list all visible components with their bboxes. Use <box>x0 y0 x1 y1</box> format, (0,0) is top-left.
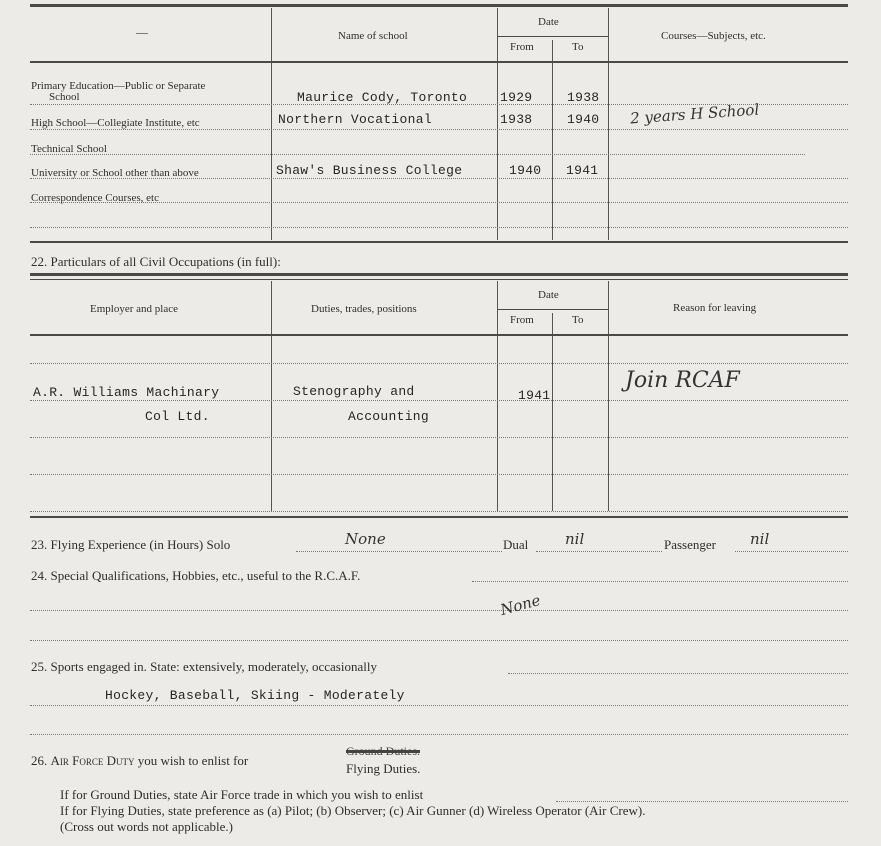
q26-label-smallcaps: Air Force Duty <box>50 753 135 768</box>
row-line <box>30 227 848 228</box>
divider <box>271 281 272 511</box>
q25-answer: Hockey, Baseball, Skiing - Moderately <box>105 688 405 703</box>
answer-line <box>30 705 848 706</box>
q26-number: 26. <box>31 753 48 768</box>
rule <box>30 273 848 276</box>
divider <box>497 281 498 511</box>
q25-label: 25. Sports engaged in. State: extensively, moderately, occasionally <box>31 659 377 674</box>
header-date: Date <box>538 16 559 28</box>
header-to: To <box>572 41 584 53</box>
row-label-university: University or School other than above <box>31 167 199 179</box>
q24-handwritten: None <box>498 591 543 619</box>
row-label-primary: Primary Education—Public or Separate <box>31 80 206 92</box>
dual-label: Dual <box>503 537 529 552</box>
header-reason: Reason for leaving <box>673 302 757 314</box>
date-to: 1941 <box>566 163 599 178</box>
q26-label: you wish to enlist for <box>137 753 249 768</box>
rule <box>30 4 848 7</box>
school-name: Maurice Cody, Toronto <box>297 90 468 105</box>
row-line <box>30 363 848 364</box>
header-duties: Duties, trades, positions <box>311 303 417 315</box>
divider <box>552 313 553 511</box>
school-name: Shaw's Business College <box>276 163 463 178</box>
date-from: 1938 <box>500 112 533 127</box>
answer-line <box>30 734 848 735</box>
solo-handwritten: None <box>345 530 386 548</box>
rule <box>497 309 608 310</box>
header-name-of-school: Name of school <box>338 30 408 42</box>
rule <box>30 516 848 518</box>
header-dash: — <box>136 25 148 39</box>
row-label-technical: Technical School <box>31 143 107 155</box>
rule <box>30 241 848 243</box>
q24-label: 24. Special Qualifications, Hobbies, etc., useful to the R.C.A.F. <box>31 568 361 583</box>
occupation-date-from: 1941 <box>518 388 551 403</box>
q23-label: 23. Flying Experience (in Hours) Solo <box>31 537 231 552</box>
answer-line <box>296 551 502 552</box>
duties: Stenography and <box>293 384 415 399</box>
passenger-handwritten: nil <box>750 530 770 548</box>
row-line <box>30 511 848 512</box>
employer: A.R. Williams Machinary <box>33 385 220 400</box>
section-22-title: 22. Particulars of all Civil Occupations (in full): <box>31 254 281 269</box>
dual-handwritten: nil <box>565 530 585 548</box>
courses-handwritten: 2 years H School <box>629 100 760 128</box>
header-to: To <box>572 314 584 326</box>
reason-handwritten: Join RCAF <box>625 368 740 393</box>
row-line <box>30 154 805 155</box>
q26-cross-out-note: (Cross out words not applicable.) <box>60 819 233 834</box>
q26-flying-duties-instruction: If for Flying Duties, state preference as (a) Pilot; (b) Observer; (c) Air Gunner (d) Wireless Operator (Air Crew). <box>60 803 646 818</box>
answer-line <box>472 581 848 582</box>
row-label-high-school: High School—Collegiate Institute, etc <box>31 117 200 129</box>
ground-duties-crossed-out: Ground Duties. <box>346 744 420 758</box>
date-from: 1929 <box>500 90 533 105</box>
date-to: 1938 <box>567 90 600 105</box>
divider <box>552 40 553 240</box>
header-employer: Employer and place <box>90 303 178 315</box>
row-line <box>30 129 848 130</box>
passenger-label: Passenger <box>664 537 716 552</box>
header-rule <box>30 61 848 63</box>
header-rule <box>30 334 848 336</box>
employer-line-2: Col Ltd. <box>145 409 210 424</box>
header-courses: Courses—Subjects, etc. <box>661 30 766 42</box>
answer-line <box>508 673 848 674</box>
flying-duties-selected: Flying Duties. <box>346 761 421 776</box>
date-to: 1940 <box>567 112 600 127</box>
header-date: Date <box>538 289 559 301</box>
answer-line <box>30 610 848 611</box>
row-label-correspondence: Correspondence Courses, etc <box>31 192 159 204</box>
answer-line <box>30 640 848 641</box>
rule <box>30 279 848 280</box>
rule <box>497 36 608 37</box>
row-line <box>30 400 848 401</box>
duties-line-2: Accounting <box>348 409 430 424</box>
school-name: Northern Vocational <box>278 112 432 127</box>
row-line <box>30 474 848 475</box>
answer-line <box>735 551 848 552</box>
row-line <box>30 437 848 438</box>
date-from: 1940 <box>509 163 542 178</box>
divider <box>497 8 498 240</box>
q26-ground-duties-instruction: If for Ground Duties, state Air Force trade in which you wish to enlist <box>60 787 424 802</box>
answer-line <box>536 551 662 552</box>
divider <box>608 8 609 240</box>
divider <box>271 8 272 240</box>
header-from: From <box>510 314 534 326</box>
row-label-primary-2: School <box>49 91 80 103</box>
header-from: From <box>510 41 534 53</box>
answer-line <box>556 801 848 802</box>
divider <box>608 281 609 511</box>
